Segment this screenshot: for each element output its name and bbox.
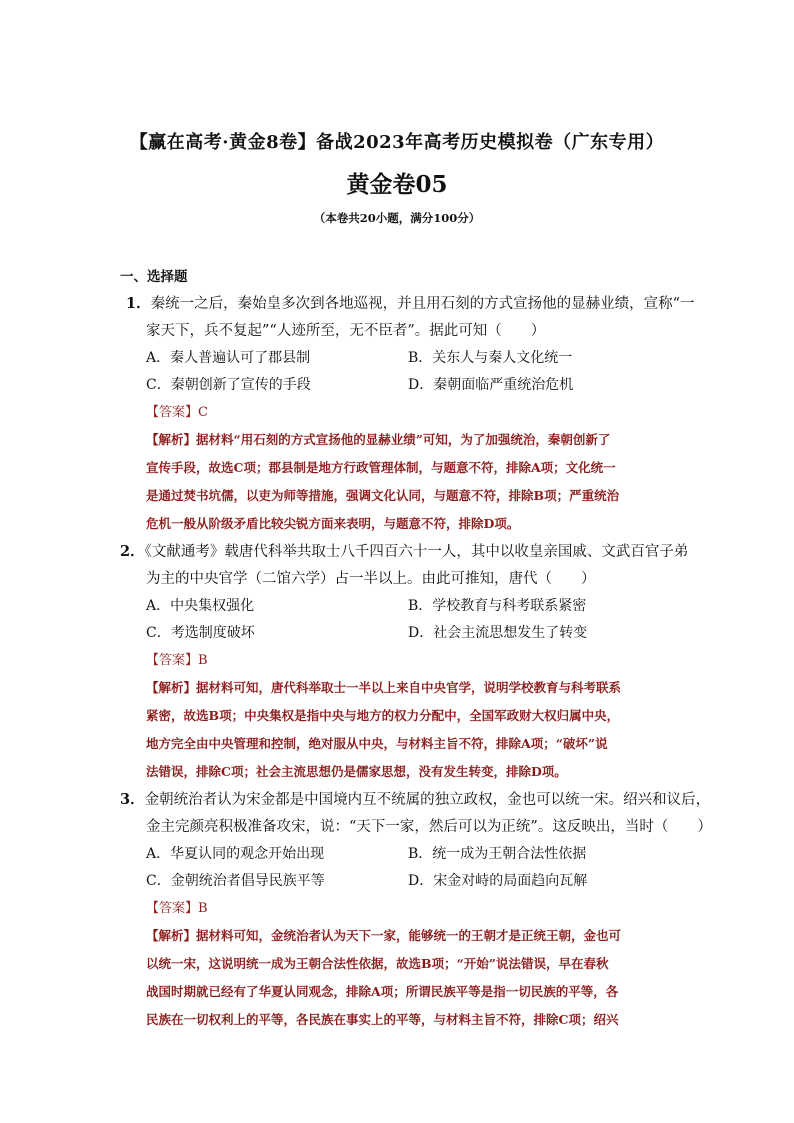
- question-3: [120, 786, 712, 1034]
- answer: [126, 647, 678, 674]
- option-a: A．秦人普遍认可了郡县制: [146, 350, 311, 366]
- question-text-cont: 家天下，兵不复起”“人迹所至，无不臣者”。据此可知（ ）: [146, 323, 546, 339]
- question-1: [126, 290, 695, 538]
- explanation-line: 战国时期就已经有了华夏认同观念，排除A项；所谓民族平等是指一切民族的平等，各: [146, 984, 619, 999]
- question-text: 金朝统治者认为宋金都是中国境内互不统属的独立政权，金也可以统一宋。绍兴和议后，: [144, 792, 711, 808]
- explanation-label: 【解析】: [146, 432, 197, 447]
- option-b: B．学校教育与科考联系紧密: [408, 598, 587, 614]
- answer-label: 【答案】: [146, 653, 199, 668]
- exam-title: 【赢在高考·黄金8卷】备战2023年高考历史模拟卷（广东专用）: [129, 132, 665, 153]
- explanation-line: 法错误，排除C项；社会主流思想仍是儒家思想，没有发生转变，排除D项。: [146, 764, 567, 779]
- options-row: [126, 868, 678, 895]
- explanation: [126, 426, 678, 538]
- option-c: C．考选制度破坏: [146, 625, 255, 641]
- explanation: [126, 674, 678, 786]
- section-heading: 一、选择题: [120, 269, 188, 285]
- explanation-line: 民族在一切权利上的平等，各民族在事实上的平等，与材料主旨不符，排除C项；绍兴: [146, 1012, 619, 1027]
- question-text-cont: 为主的中央官学（二馆六学）占一半以上。由此可推知，唐代（ ）: [146, 571, 596, 587]
- explanation-line: [146, 674, 678, 702]
- option-d: D．社会主流思想发生了转变: [408, 625, 588, 641]
- option-d: D．宋金对峙的局面趋向瓦解: [408, 873, 588, 889]
- question-stem: [120, 786, 711, 814]
- exam-subtitle: 黄金卷05: [346, 171, 448, 198]
- explanation-text: 据材料“用石刻的方式宣扬他的显赫业绩”可知，为了加强统治，秦朝创新了: [196, 432, 611, 447]
- answer-label: 【答案】: [146, 901, 199, 916]
- question-2: [120, 538, 689, 786]
- options-row: [126, 593, 678, 620]
- answer-value: C: [198, 405, 208, 420]
- option-a: A．中央集权强化: [146, 598, 255, 614]
- explanation-label: 【解析】: [146, 928, 197, 943]
- explanation-text: 据材料可知，唐代科举取士一半以上来自中央官学，说明学校教育与科考联系: [196, 680, 622, 695]
- explanation-line: [146, 426, 678, 454]
- explanation-line: 危机一般从阶级矛盾比较尖锐方面来表明，与题意不符，排除D项。: [146, 516, 520, 531]
- exam-note: （本卷共20小题，满分100分）: [313, 211, 481, 225]
- explanation: [126, 922, 678, 1034]
- answer: [126, 399, 678, 426]
- question-text: 《文献通考》载唐代科举共取士八千四百六十一人，其中以收皇亲国戚、文武百官子弟: [144, 544, 689, 560]
- explanation-line: 宣传手段，故选C项；郡县制是地方行政管理体制，与题意不符，排除A项；文化统一: [146, 460, 616, 475]
- option-c: C．金朝统治者倡导民族平等: [146, 873, 325, 889]
- question-number: 3．: [120, 791, 145, 808]
- options-row: [126, 841, 678, 868]
- question-number: 1．: [126, 295, 151, 312]
- option-b: B．关东人与秦人文化统一: [408, 350, 573, 366]
- option-d: D．秦朝面临严重统治危机: [408, 377, 574, 393]
- answer-value: B: [198, 653, 208, 668]
- questions: [120, 290, 712, 1034]
- option-b: B．统一成为王朝合法性依据: [408, 846, 587, 862]
- explanation-line: 紧密，故选B项；中央集权是指中央与地方的权力分配中，全国军政财大权归属中央，: [146, 708, 620, 723]
- question-stem: [120, 538, 689, 566]
- option-a: A．华夏认同的观念开始出现: [146, 846, 325, 862]
- options-row: [126, 345, 678, 372]
- explanation-line: 是通过焚书坑儒，以吏为师等措施，强调文化认同，与题意不符，排除B项；严重统治: [146, 488, 620, 503]
- question-stem: [126, 290, 695, 318]
- question-text-cont: 金主完颜亮积极准备攻宋，说：“天下一家，然后可以为正统”。这反映出，当时（ ）: [146, 819, 712, 835]
- explanation-line: 地方完全由中央管理和控制，绝对服从中央，与材料主旨不符，排除A项；“破坏”说: [146, 736, 608, 751]
- options-row: [126, 620, 678, 647]
- explanation-line: [146, 922, 678, 950]
- answer-value: B: [198, 901, 208, 916]
- options-row: [126, 372, 678, 399]
- option-c: C．秦朝创新了宣传的手段: [146, 377, 311, 393]
- question-text: 秦统一之后，秦始皇多次到各地巡视，并且用石刻的方式宣扬他的显赫业绩，宣称“一: [150, 296, 695, 312]
- explanation-text: 据材料可知，金统治者认为天下一家，能够统一的王朝才是正统王朝，金也可: [196, 928, 622, 943]
- answer: [126, 895, 678, 922]
- explanation-label: 【解析】: [146, 680, 197, 695]
- answer-label: 【答案】: [146, 405, 199, 420]
- question-number: 2．: [120, 543, 145, 560]
- explanation-line: 以统一宋，这说明统一成为王朝合法性依据，故选B项；“开始”说法错误，早在春秋: [146, 956, 609, 971]
